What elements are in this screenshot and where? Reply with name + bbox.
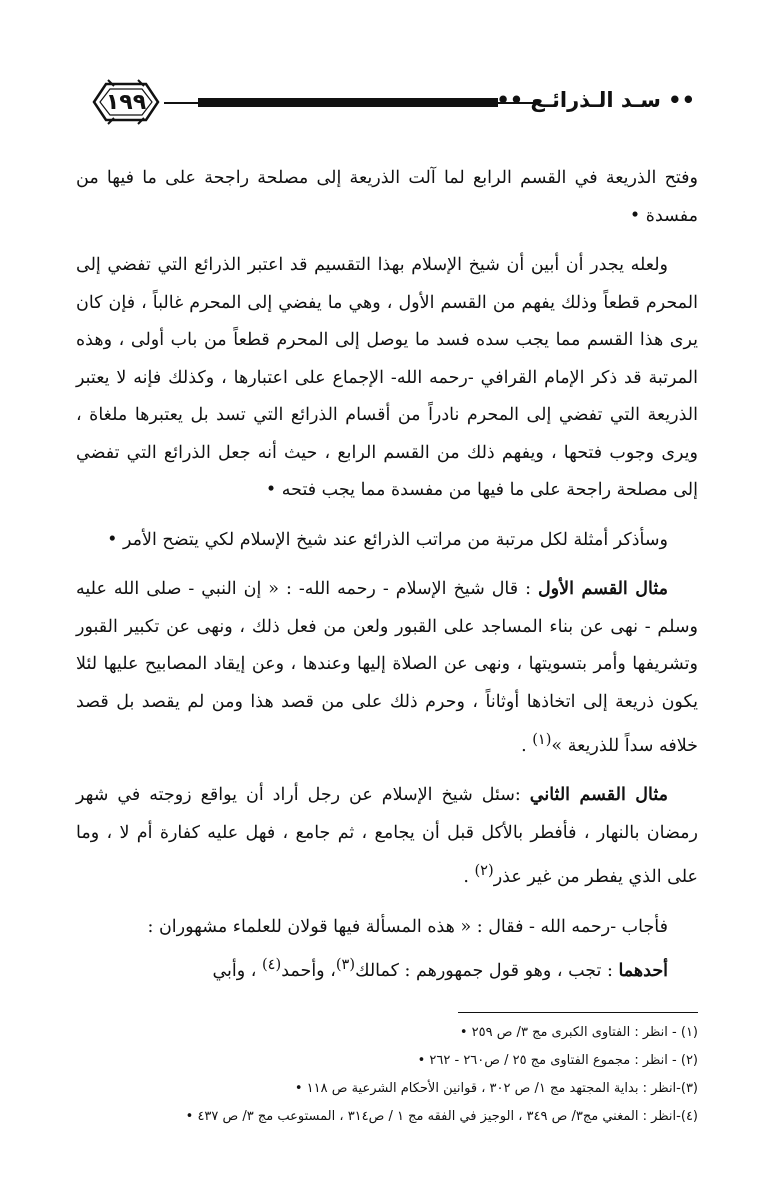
- page-number-badge: [90, 78, 162, 126]
- page-number: ١٩٩: [105, 89, 147, 115]
- body-text: [76, 160, 698, 1002]
- example-text: :سئل شيخ الإسلام عن رجل أراد أن يواقع زوجته في شهر رمضان بالنهار ، فأفطر بالأكل قبل أن يجامع ، ثم جامع ، فهل عليه كفارة أم لا ، وما على الذي يفطر من غير عذر: [76, 785, 698, 888]
- footnote-divider: [458, 1012, 698, 1013]
- footnote: (٤)-انظر : المغني مج٣/ ص ٣٤٩ ، الوجيز في الفقه مج ١ / ص٣١٤ ، المستوعب مج ٣/ ص ٤٣٧ •: [185, 1109, 698, 1124]
- running-title: •• سـد الـذرائـع ••: [496, 88, 695, 112]
- footnote-ref[interactable]: (٢): [474, 862, 494, 880]
- paragraph: ولعله يجدر أن أبين أن شيخ الإسلام بهذا التقسيم قد اعتبر الذرائع التي تفضي إلى المحرم قطعاً وذلك يفهم من القسم الأول ، وهي ما يفضي إلى المحرم غالباً ، فإن كان يرى هذا القسم مما يجب سده فسد ما يوصل إلى المحرم قطعاً من باب أولى ، وهذه المرتبة قد ذكر الإمام القرافي -رحمه الله- الإجماع على اعتبارها ، وكذلك فإنه لا يعتبر الذريعة التي تفضي إلى المحرم نادراً من أقسام الذرائع التي تسد بل يعتبرها ملغاة ، ويرى وجوب فتحها ، ويفهم ذلك من القسم الرابع ، حيث أنه جعل الذرائع التي تفضي إلى مصلحة راجحة على ما فيها من مفسدة مما يجب فتحه •: [76, 255, 698, 500]
- example-text: : قال شيخ الإسلام - رحمه الله- : « إن النبي - صلى الله عليه وسلم - نهى عن بناء المساجد على القبور ولعن من فعل ذلك ، ونهى عن تكبير القبور وتشريفها وأمر بتسويتها ، ونهى عن الصلاة إليها وعندها ، وعن إيقاد المصابيح عليها لئلا يكون ذريعة إلى اتخاذها أوثاناً ، وحرم ذلك على من قصد هذا ومن لم يقصد بل قصد خلافه سداً للذريعة »: [76, 579, 698, 756]
- footnote-ref[interactable]: (٣): [335, 956, 356, 974]
- answer-text: ، وأبي: [212, 960, 262, 981]
- paragraph: فأجاب -رحمه الله - فقال : « هذه المسألة فيها قولان للعلماء مشهوران :: [147, 916, 668, 937]
- punctuation: .: [521, 735, 533, 756]
- answer-label: أحدهما: [618, 960, 668, 981]
- footnote: (١) - انظر : الفتاوى الكبرى مج ٣/ ص ٢٥٩ •: [459, 1025, 698, 1040]
- footnote: (٣)-انظر : بداية المجتهد مج ١/ ص ٣٠٢ ، قوانين الأحكام الشرعية ص ١١٨ •: [294, 1081, 698, 1096]
- answer-text: : تجب ، وهو قول جمهورهم : كمالك: [355, 960, 619, 981]
- footnote-ref[interactable]: (٤): [261, 956, 282, 974]
- page-header: [80, 76, 695, 132]
- footnotes: [76, 1012, 698, 1131]
- answer-text: ، وأحمد: [281, 960, 336, 981]
- example-label: مثال القسم الأول: [537, 579, 668, 599]
- paragraph: [76, 946, 698, 990]
- paragraph: [76, 571, 698, 765]
- example-label: مثال القسم الثاني: [529, 785, 668, 806]
- paragraph: وسأذكر أمثلة لكل مرتبة من مراتب الذرائع عند شيخ الإسلام لكي يتضح الأمر •: [107, 529, 668, 550]
- footnote-ref[interactable]: (١): [532, 731, 552, 748]
- paragraph: [76, 777, 698, 896]
- footnote: (٢) - انظر : مجموع الفتاوى مج ٢٥ / ص٢٦٠ - ٢٦٢ •: [417, 1053, 698, 1068]
- header-rule-thick: [198, 98, 498, 107]
- paragraph: وفتح الذريعة في القسم الرابع لما آلت الذريعة إلى مصلحة راجحة على ما فيها من مفسدة •: [76, 168, 698, 226]
- punctuation: .: [463, 867, 475, 888]
